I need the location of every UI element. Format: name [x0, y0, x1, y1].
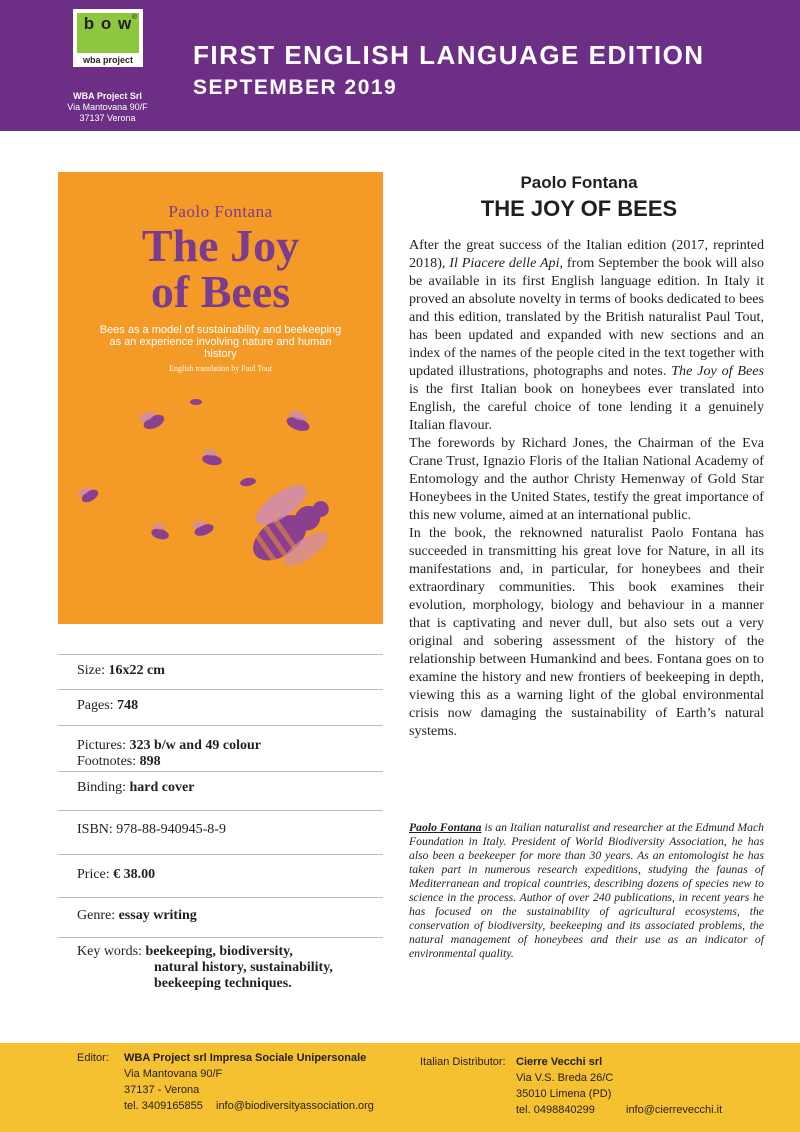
spec-label: Price: — [77, 867, 110, 882]
cover-title-line2: of Bees — [150, 266, 291, 317]
spec-row-isbn — [58, 810, 383, 854]
publisher-street: Via Mantovana 90/F — [67, 102, 148, 112]
bee-icon — [76, 483, 100, 505]
book-title: THE JOY OF BEES — [480, 196, 678, 221]
spec-value: 978-88-940945-8-9 — [116, 822, 226, 837]
spec-value: € 38.00 — [113, 867, 156, 882]
editor-email[interactable]: info@biodiversityassociation.org — [216, 1100, 374, 1112]
spec-value: beekeeping techniques. — [154, 976, 292, 991]
spec-label: Key words: — [77, 944, 142, 959]
bee-icon — [190, 399, 202, 405]
publisher-address — [60, 91, 155, 124]
editor-city: 37137 - Verona — [124, 1084, 200, 1096]
bio-text: is an Italian naturalist and researcher at the Edmund Mach Foundation in Italy. President of World Biodiversity Association, he has also been a beekeeper for more than 30 years. As an entomologist he has taken part in numerous research expeditions, studying the faunas of Mediterranean and tropical countries, describing dozens of species new to science in the process. Author of over 240 publications, in recent years he has focused on the sustainability of agricultural ecosystems, the conservation of biodiversity, beekeeping and its associated problems, the natural management of honeybees and their use as an indicator of environmental quality. — [409, 821, 764, 960]
description-paragraph: In the book, the reknowned naturalist Paolo Fontana has succeeded in transmitting his great love for Nature, in all its manifestations and, in particular, for honeybees and their extraordinary communities. This book examines their evolution, morphology, biology and behaviour in a manner that is captivating and never dull, but also sets out a very original and sobering assessment of the history of the relationship between Humankind and bees. Fontana goes on to examine the history and new frontiers of beekeeping in depth, viewing this as a warning light of the global environmental crisis now damaging the sustainability of Earth’s natural systems. — [409, 525, 764, 739]
footer-bar — [0, 1043, 800, 1132]
spec-label: ISBN: — [77, 822, 113, 837]
cover-title-line1: The Joy — [141, 220, 300, 271]
spec-label: Genre: — [77, 908, 116, 923]
bee-icon — [150, 522, 171, 541]
editor-label: Editor: — [77, 1052, 109, 1064]
spec-row-keywords — [58, 937, 383, 998]
editor-phone: tel. 3409165855 — [124, 1100, 203, 1112]
spec-label: Pages: — [77, 698, 114, 713]
bee-illustration — [58, 382, 383, 624]
description — [409, 236, 764, 740]
cover-author: Paolo Fontana — [168, 202, 273, 221]
bee-icon — [201, 448, 223, 466]
spec-value: beekeeping, biodiversity, — [145, 944, 293, 959]
registered-mark-icon: ® — [131, 14, 137, 21]
spec-label: Binding: — [77, 780, 127, 795]
bee-icon — [138, 406, 166, 432]
spec-label: Footnotes: — [77, 754, 137, 769]
distributor-label: Italian Distributor: — [420, 1056, 506, 1068]
bee-icon — [239, 477, 256, 488]
spec-value: natural history, sustainability, — [154, 960, 333, 975]
spec-row-binding — [58, 771, 383, 810]
book-author: Paolo Fontana — [520, 173, 638, 192]
edition-title: FIRST ENGLISH LANGUAGE EDITION — [193, 40, 705, 70]
bee-icon — [285, 409, 314, 434]
description-paragraph: The forewords by Richard Jones, the Chairman of the Eva Crane Trust, Ignazio Floris of the Italian National Academy of Entomology and the author Christy Hemenway of Gold Star Honeybees in the United States, testify the great importance of this new volume, aimed at an international public. — [409, 435, 764, 523]
distributor-phone: tel. 0498840299 — [516, 1104, 595, 1116]
logo-name: wba project — [82, 55, 133, 65]
distributor-name: Cierre Vecchi srl — [516, 1056, 603, 1068]
logo-badge — [77, 13, 139, 53]
spec-label: Pictures: — [77, 738, 126, 753]
editor-street: Via Mantovana 90/F — [124, 1068, 223, 1080]
cover-translation: English translation by Paul Tout — [169, 364, 272, 373]
bee-icon — [233, 473, 346, 582]
italian-title: Il Piacere delle Api — [449, 255, 560, 271]
book-cover — [58, 172, 383, 624]
distributor-street: Via V.S. Breda 26/C — [516, 1072, 614, 1084]
author-bio — [409, 821, 764, 961]
publisher-logo — [73, 9, 143, 67]
spec-row-price — [58, 854, 383, 897]
edition-date: SEPTEMBER 2019 — [193, 76, 398, 99]
description-paragraph: After the great success of the Italian edition (2017, reprinted 2018), Il Piacere delle Api, from September the book will also be available in its first English language edition. In Italy it proved an absolute novelty in terms of books dedicated to bees and this edition, translated by the British naturalist Paul Tout, has been updated and expanded with new sections and an index of the names of the people cited in the text together with updated illustrations, photographs and notes. The Joy of Bees is the first Italian book on honeybees ever translated into English, the careful choice of tone lending it a genuinely Italian flavour. — [409, 237, 764, 433]
publisher-city: 37137 Verona — [79, 113, 136, 123]
spec-label: Size: — [77, 663, 105, 678]
header-banner — [0, 0, 800, 131]
spec-row-pages — [58, 689, 383, 725]
spec-value: 323 b/w and 49 colour — [129, 738, 261, 753]
spec-value: 748 — [117, 698, 139, 713]
publisher-name: WBA Project Srl — [73, 91, 142, 101]
cover-subtitle: Bees as a model of sustainability and beekeeping as an experience involving nature and human history — [99, 324, 342, 360]
spec-row-genre — [58, 897, 383, 937]
spec-value: 16x22 cm — [108, 663, 165, 678]
bee-icon — [191, 517, 215, 538]
logo-letters: b o w — [83, 14, 133, 33]
spec-value: 898 — [139, 754, 161, 769]
editor-name: WBA Project srl Impresa Sociale Unipersonale — [124, 1052, 367, 1064]
spec-value: essay writing — [118, 908, 197, 923]
spec-row-size — [58, 654, 383, 689]
spec-row-pictures — [58, 725, 383, 771]
english-title: The Joy of Bees — [671, 363, 764, 379]
bio-name: Paolo Fontana — [409, 821, 482, 834]
spec-value: hard cover — [129, 780, 195, 795]
distributor-city: 35010 Limena (PD) — [516, 1088, 612, 1100]
distributor-email[interactable]: info@cierrevecchi.it — [626, 1104, 723, 1116]
